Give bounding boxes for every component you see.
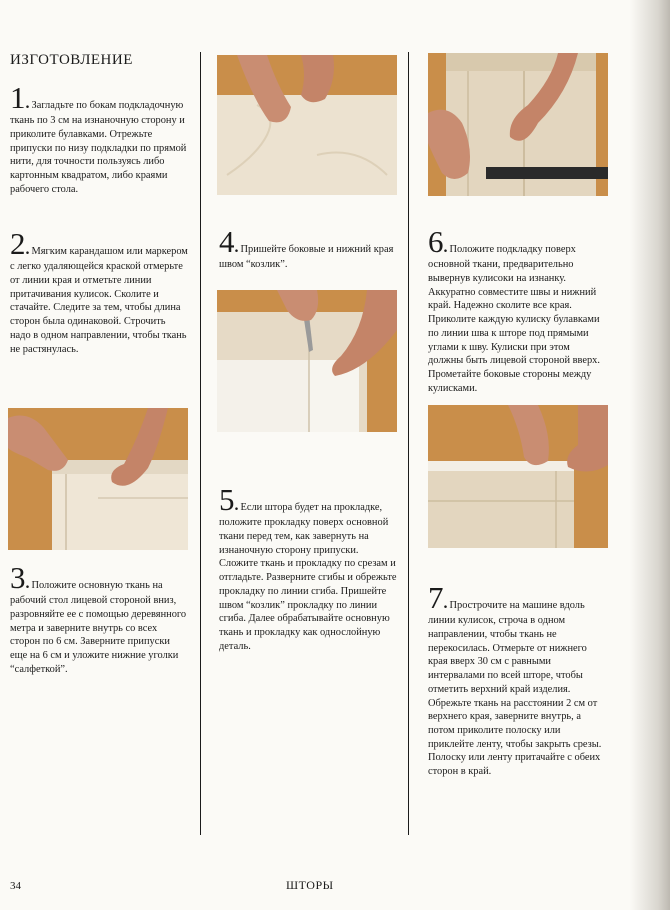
step-text: Загладьте по бокам подкладочную ткань по 3 см на изнаночную сторону и приколите булавками. Отрежьте припуски по низу подкладки по прямой нити, для точности пользуясь либо картонным квадратом, либо краями рабочего стола. bbox=[10, 100, 187, 195]
photo-folding-top-edge bbox=[428, 405, 608, 548]
step-bullet: . bbox=[443, 595, 448, 612]
step-number: 2 bbox=[10, 226, 26, 261]
column-divider-right bbox=[408, 52, 409, 835]
step-bullet: . bbox=[25, 95, 30, 112]
step-text: Мягким карандашом или маркером с легко удаляющейся краской отмерьте от линии края и отметьте линии притачивания кулисок. Сколите и стачайте. Следите за тем, чтобы длина сторон была одинаковой. Строчить надо в одном направлении, чтобы ткань не растянулась. bbox=[10, 246, 188, 355]
step-number: 4 bbox=[219, 224, 235, 259]
photo-cutting-interlining bbox=[217, 290, 397, 432]
step-number: 1 bbox=[10, 80, 26, 115]
step-7 bbox=[428, 580, 606, 779]
step-bullet: . bbox=[25, 241, 30, 258]
step-2 bbox=[10, 226, 188, 356]
step-number: 3 bbox=[10, 560, 26, 595]
step-number: 5 bbox=[219, 482, 235, 517]
step-number: 6 bbox=[428, 224, 444, 259]
step-bullet: . bbox=[25, 575, 30, 592]
step-text: Пришейте боковые и нижний края швом “козлик”. bbox=[219, 244, 394, 271]
step-5 bbox=[219, 482, 397, 653]
photo-pinning-fabric bbox=[217, 55, 397, 195]
step-bullet: . bbox=[234, 239, 239, 256]
step-text: Если штора будет на прокладке, положите прокладку поверх основной ткани перед тем, как завернуть на изнаночную сторону припуски. Сложите ткань и прокладку по срезам и отгладьте. Разверните сгибы и обрежьте прокладку по линии сгиба. Пришейте швом “козлик” прокладку по линии сгиба. Далее обрабатывайте основную ткань и прокладку как однослойную деталь. bbox=[219, 502, 397, 652]
running-title: ШТОРЫ bbox=[286, 878, 334, 892]
step-number: 7 bbox=[428, 580, 444, 615]
column-divider-left bbox=[200, 52, 201, 835]
section-heading: ИЗГОТОВЛЕНИЕ bbox=[10, 52, 133, 68]
photo-ironing-fabric bbox=[8, 408, 188, 550]
photo-aligning-lining bbox=[428, 53, 608, 196]
step-text: Положите подкладку поверх основной ткани, предварительно вывернув кулисоки на изнанку. Аккуратно совместите швы и нижний край. Надежно сколите все края. Приколите каждую кулиску булавками по линии шва к шторе под прямыми углами к шву. Кулиски при этом должны быть лицевой стороной вверх. Прометайте боковые стороны между кулисками. bbox=[428, 244, 600, 394]
step-text: Положите основную ткань на рабочий стол лицевой стороной вниз, разровняйте ее с помощью деревянного метра и заверните внутрь со всех сторон по 6 см. Заверните припуски еще на 6 см и уложите нижние уголки “салфеткой”. bbox=[10, 580, 187, 675]
step-bullet: . bbox=[234, 497, 239, 514]
step-3 bbox=[10, 560, 188, 677]
step-6 bbox=[428, 224, 606, 395]
step-4 bbox=[219, 224, 397, 272]
page-edge-shadow bbox=[630, 0, 670, 910]
step-bullet: . bbox=[443, 239, 448, 256]
step-1 bbox=[10, 80, 188, 197]
step-text: Прострочите на машине вдоль линии кулисок, строча в одном направлении, чтобы ткань не перекосилась. Отмерьте от нижнего края вверх 30 см с равными интервалами по всей шторе, чтобы отметить верхний край изделия. Обрежьте ткань на расстоянии 2 см от верхнего края, заверните внутрь, а потом приколите полоску или приклейте ленту, чтобы закрыть срезы. Полоску или ленту притачайте с обеих сторон в край. bbox=[428, 600, 602, 778]
page-number: 34 bbox=[10, 880, 21, 892]
